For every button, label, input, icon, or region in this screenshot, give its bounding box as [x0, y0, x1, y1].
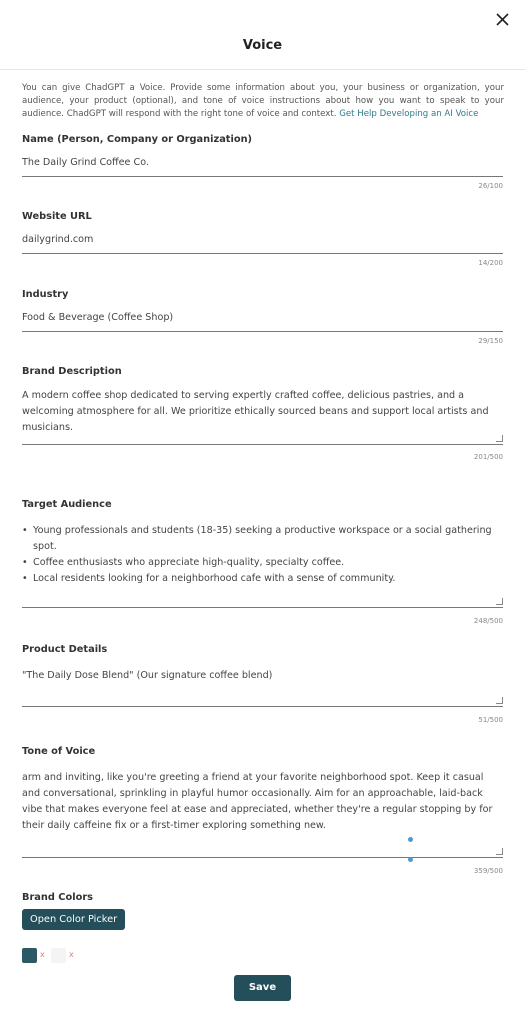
tone-of-voice-counter: 359/500: [473, 867, 503, 875]
save-button[interactable]: Save: [234, 975, 291, 1001]
tone-of-voice-textarea[interactable]: arm and inviting, like you're greeting a friend at your favorite neighborhood spot. Keep it casual and conversational, sprinkling in playful humor occasionally. Aim for an approachable, laid-back vibe that makes everyone feel at ease and appreciated, whether they're a regular stopping by for their daily caffeine fix or a first-timer exploring something new.: [22, 772, 493, 831]
industry-field: [22, 289, 503, 345]
brand-description-counter: 201/500: [473, 453, 503, 461]
product-details-field: [22, 644, 503, 724]
tone-of-voice-label: Tone of Voice: [22, 746, 96, 757]
help-link[interactable]: Get Help Developing an AI Voice: [339, 109, 479, 119]
name-field: [22, 134, 503, 190]
dialog-title: Voice: [242, 38, 283, 53]
resize-handle-icon[interactable]: [496, 697, 503, 704]
industry-label: Industry: [22, 289, 69, 300]
brand-description-label: Brand Description: [22, 366, 122, 377]
brand-colors-label: Brand Colors: [22, 892, 93, 903]
target-audience-textarea[interactable]: [22, 523, 503, 607]
industry-underline: [22, 331, 503, 332]
tone-of-voice-field: [22, 746, 503, 875]
website-field: [22, 211, 503, 267]
audience-bullet: • Coffee enthusiasts who appreciate high-quality, specialty coffee.: [22, 557, 345, 568]
remove-color-icon[interactable]: x: [40, 950, 45, 959]
brand-description-underline: [22, 444, 503, 445]
name-counter: 26/100: [478, 182, 503, 190]
industry-input[interactable]: Food & Beverage (Coffee Shop): [22, 312, 174, 323]
intro-paragraph: You can give ChadGPT a Voice. Provide some information about you, your business or organization, your audience, your product (optional), and tone of voice instructions about how you want to speak to your audience. ChadGPT will respond with the right tone of voice and context.: [22, 83, 504, 119]
brand-description-field: [22, 366, 503, 461]
name-input[interactable]: The Daily Grind Coffee Co.: [22, 157, 149, 168]
name-label: Name (Person, Company or Organization): [22, 134, 253, 145]
product-details-underline: [22, 706, 503, 707]
website-underline: [22, 253, 503, 254]
target-audience-label: Target Audience: [22, 499, 112, 510]
header-divider: [0, 69, 525, 70]
resize-handle-icon[interactable]: [496, 435, 503, 442]
resize-handle-icon[interactable]: [496, 848, 503, 855]
selection-handle-icon[interactable]: [408, 857, 413, 862]
name-underline: [22, 176, 503, 177]
intro-text: [22, 82, 504, 121]
remove-color-icon[interactable]: x: [69, 950, 74, 959]
open-color-picker-button[interactable]: Open Color Picker: [22, 909, 125, 930]
target-audience-field: [22, 499, 503, 625]
audience-bullet: • Young professionals and students (18-35) seeking a productive workspace or a social gathering spot.: [22, 525, 492, 552]
resize-handle-icon[interactable]: [496, 598, 503, 605]
website-label: Website URL: [22, 211, 92, 222]
target-audience-underline: [22, 607, 503, 608]
industry-counter: 29/150: [478, 337, 503, 345]
color-swatch[interactable]: [51, 948, 66, 963]
product-details-label: Product Details: [22, 644, 108, 655]
close-icon[interactable]: [491, 8, 513, 30]
product-details-textarea[interactable]: "The Daily Dose Blend" (Our signature coffee blend): [22, 670, 273, 681]
tone-of-voice-underline: [22, 857, 503, 858]
website-input[interactable]: dailygrind.com: [22, 234, 94, 245]
product-details-counter: 51/500: [478, 716, 503, 724]
target-audience-counter: 248/500: [473, 617, 503, 625]
website-counter: 14/200: [478, 259, 503, 267]
audience-bullet: • Local residents looking for a neighborhood cafe with a sense of community.: [22, 573, 396, 584]
selection-handle-icon[interactable]: [408, 837, 413, 842]
brand-description-textarea[interactable]: A modern coffee shop dedicated to serving expertly crafted coffee, delicious pastries, and a welcoming atmosphere for all. We prioritize ethically sourced beans and support local artists and musicians.: [22, 390, 489, 433]
color-swatch[interactable]: [22, 948, 37, 963]
